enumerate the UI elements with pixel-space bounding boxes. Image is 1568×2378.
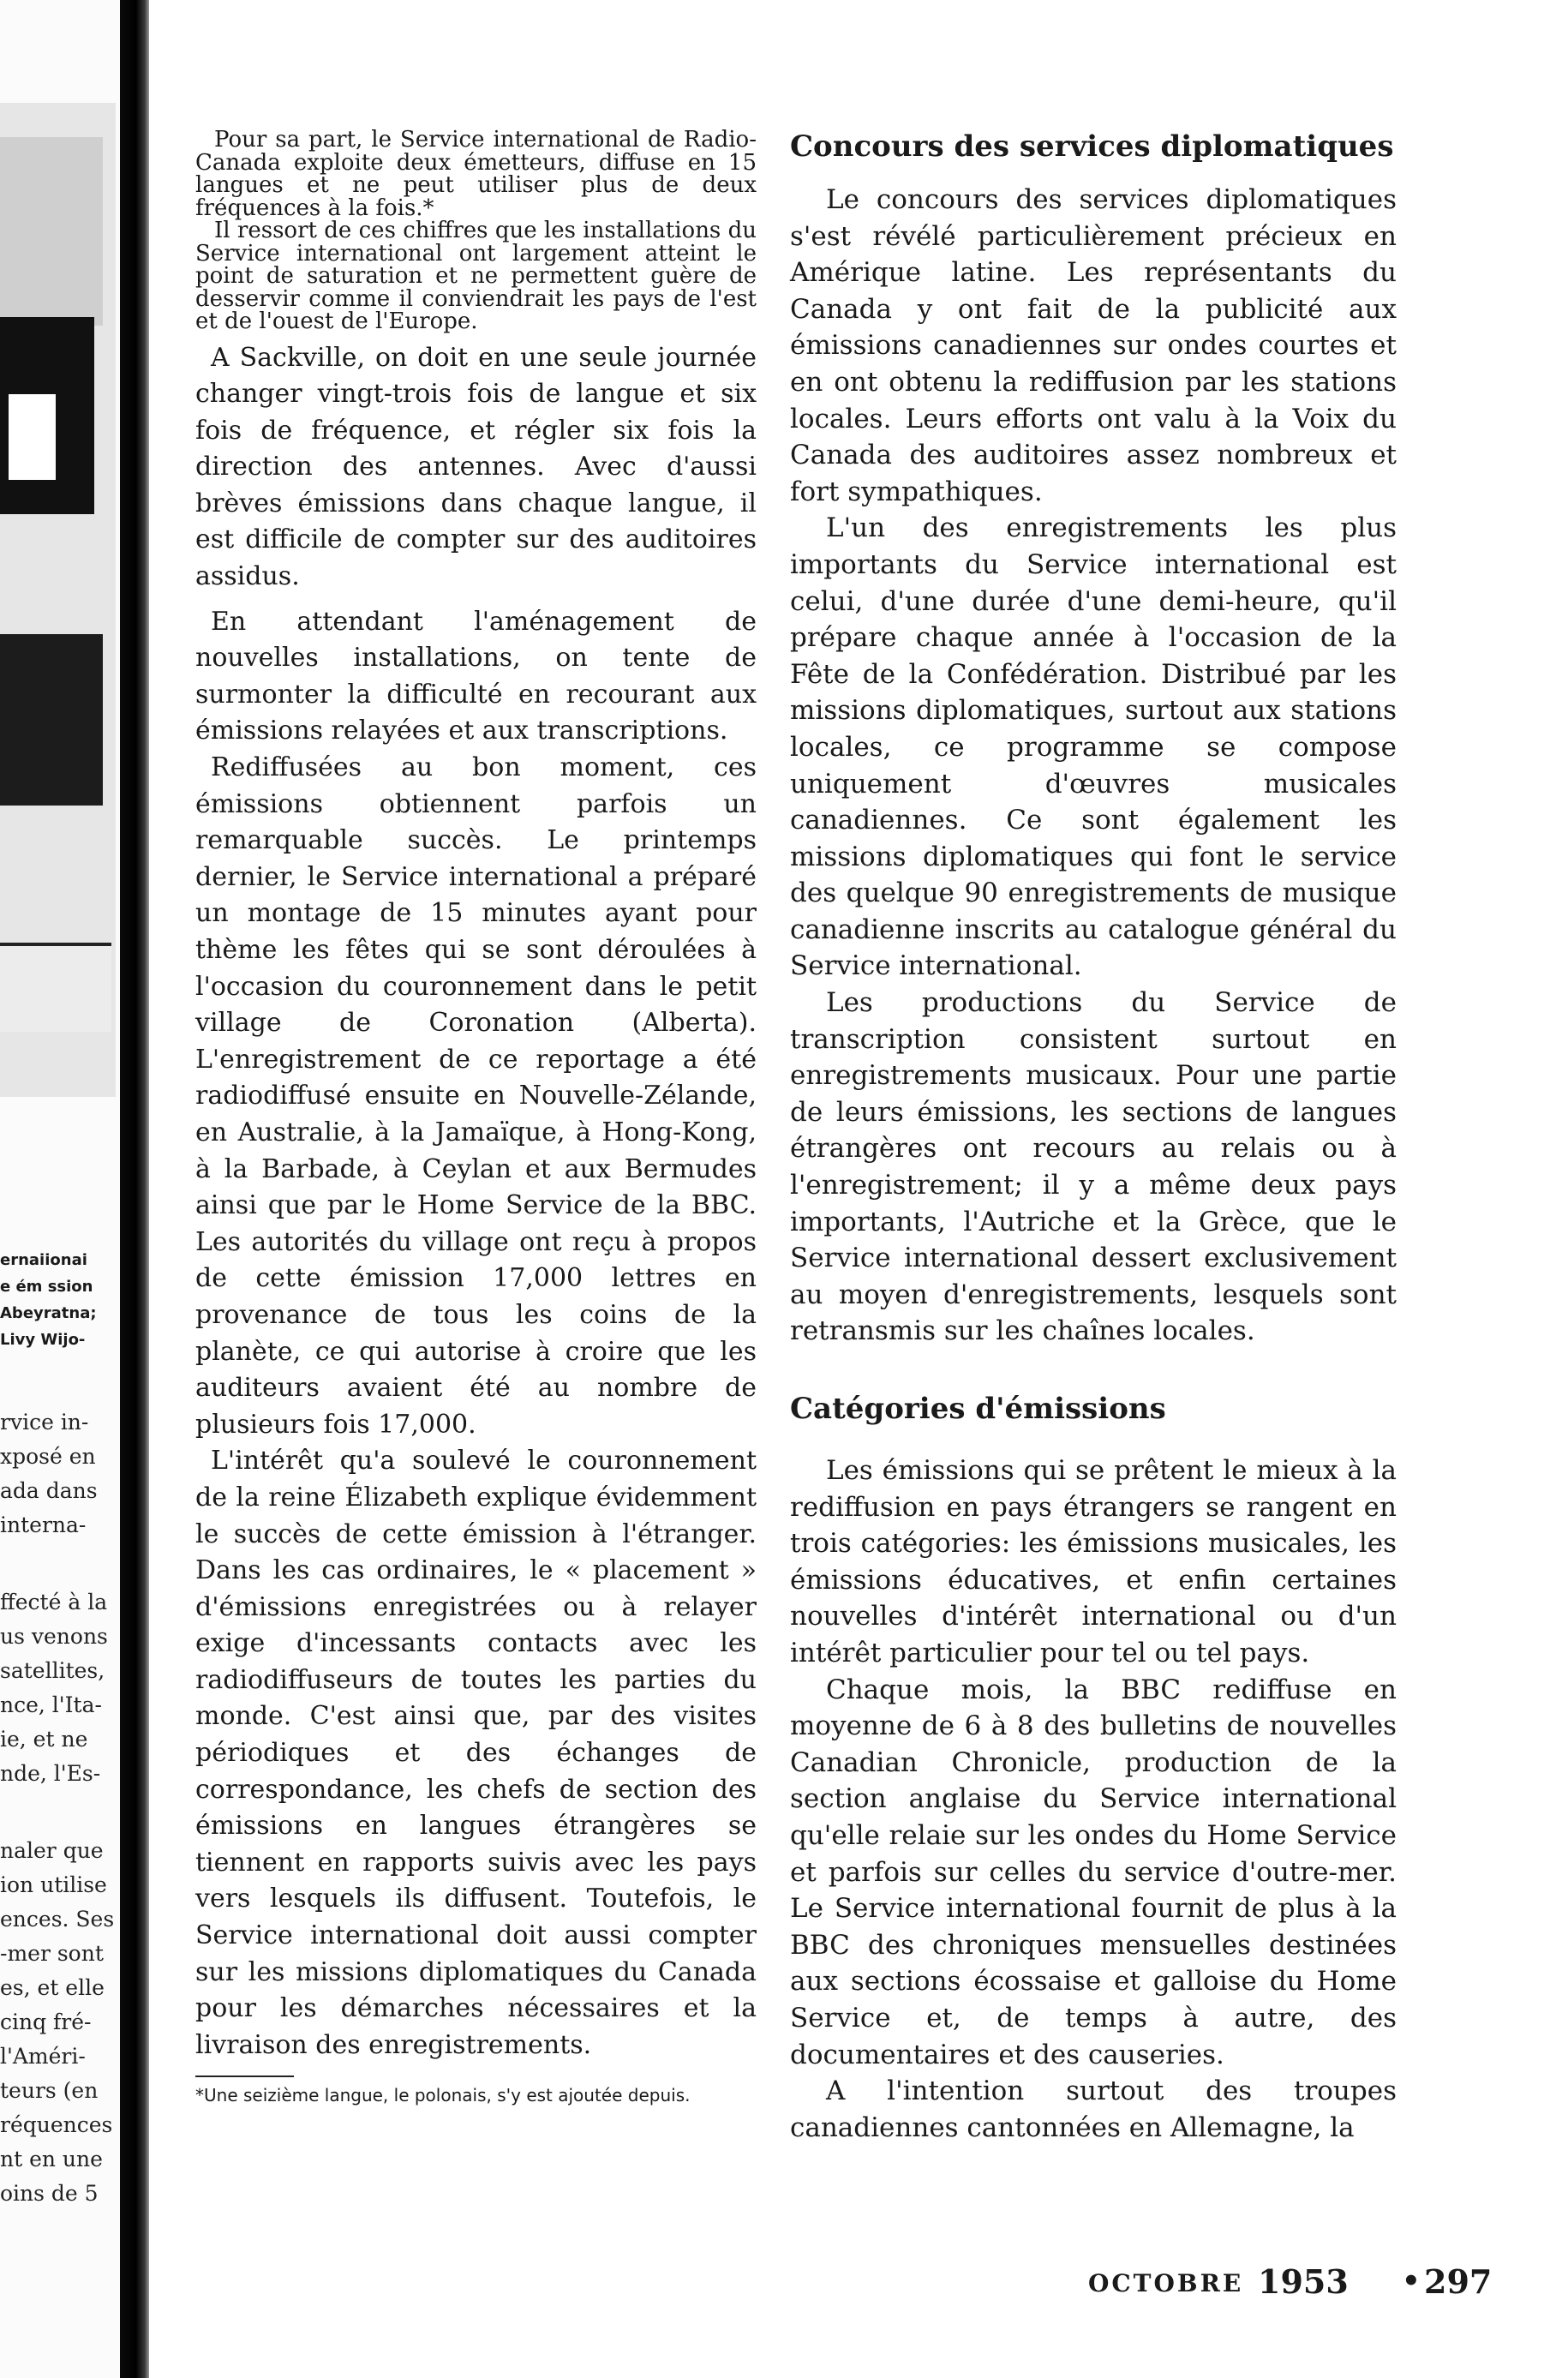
section-heading: Concours des services diplomatiques [790, 129, 1394, 164]
body-paragraph: L'intérêt qu'a soulevé le couronnement de la reine Élizabeth explique évidemment le succès de cette émission à l'étranger. Dans les cas ordinaires, le « placement » d'émissions enregistrées ou à relayer exige d'incessants contacts avec les radiodiffuseurs de toutes les parties du monde. C'est ainsi que, par des visites périodiques et des échanges de correspondance, les chefs de section des émissions en langues étrangères se tiennent en rapports suivis avec les pays vers lesquels ils diffusent. Toutefois, le Service international doit aussi compter sur les missions diplomatiques du Canada pour les démarches nécessaires et la livraison des enregistrements. [195, 1446, 757, 2060]
page-gutter-shadow [120, 0, 149, 2378]
strip-text-fragment: ffecté à la [0, 1590, 108, 1614]
body-paragraph: A Sackville, on doit en une seule journée changer vingt-trois fois de langue et six fois de fréquence, et régler six fois la direction des antennes. Avec d'aussi brèves émissions dans chaque langue, il est difficile de compter sur des auditoires assidus. [195, 342, 757, 592]
body-paragraph: L'un des enregistrements les plus importants du Service international est celui, d'une durée d'une demi-heure, qu'il prépare chaque année à l'occasion de la Fête de la Confédération. Distribué par les missions diplomatiques, surtout aux stations locales, ce programme se compose uniquement d'œuvres musicales canadiennes. Ce sont également les missions diplomatiques qui font le service des quelque 90 enregistrements de musique canadienne inscrits au catalogue général du Service international. [790, 512, 1397, 982]
page-footer [1088, 2262, 1499, 2305]
strip-text-fragment: naler que [0, 1838, 104, 1863]
strip-text-fragment: rvice in- [0, 1410, 89, 1435]
strip-text-fragment: ie, et ne [0, 1727, 88, 1752]
body-paragraph: Le concours des services diplomatiques s'est révélé particulièrement précieux en Amérique latine. Les représentants du Canada y ont fait de la publicité aux émissions canadiennes sur ondes courtes et en ont obtenu la rediffusion par les stations locales. Leurs efforts ont valu à la Voix du Canada des auditoires assez nombreux et fort sympathiques. [790, 184, 1397, 507]
footnote-rule [195, 2076, 294, 2077]
section-heading: Catégories d'émissions [790, 1392, 1166, 1426]
left-text-column [195, 129, 757, 2105]
strip-text-fragment: teurs (en [0, 2078, 99, 2103]
strip-text-fragment: us venons [0, 1624, 108, 1649]
right-text-column [790, 129, 1397, 2146]
strip-caption-line: Abeyratna; [0, 1304, 97, 1322]
body-paragraph: Chaque mois, la BBC rediffuse en moyenne de 6 à 8 des bulletins de nouvelles Canadian Chronicle, production de la section anglaise du Service international qu'elle relaie sur les ondes du Home Service et parfois sur celles du service d'outre-mer. Le Service international fournit de plus à la BBC des chroniques mensuelles destinées aux sections écossaise et galloise du Home Service et, de temps à autre, des documentaires et des causeries. [790, 1674, 1397, 2070]
body-paragraph: Les émissions qui se prêtent le mieux à la rediffusion en pays étrangers se rangent en trois catégories: les émissions musicales, les émissions éducatives, et enfin certaines nouvelles d'intérêt international ou d'un intérêt particulier pour tel ou tel pays. [790, 1455, 1397, 1668]
strip-text-fragment: satellites, [0, 1658, 105, 1683]
strip-text-fragment: xposé en [0, 1444, 96, 1469]
strip-caption-line: ernaiionai [0, 1251, 87, 1269]
strip-text-fragment: l'Améri- [0, 2044, 86, 2069]
footer-year: 1953 [1258, 2262, 1349, 2301]
strip-text-fragment: ences. Ses [0, 1907, 115, 1932]
strip-text-fragment: oins de 5 [0, 2181, 99, 2206]
page-number: 297 [1424, 2262, 1493, 2301]
strip-text-fragment: ion utilise [0, 1872, 107, 1897]
strip-text-fragment: nce, l'Ita- [0, 1692, 102, 1717]
strip-caption-line: Livy Wijo- [0, 1331, 86, 1349]
footer-bullet: • [1402, 2264, 1421, 2298]
footer-month: OCTOBRE [1088, 2269, 1244, 2297]
body-paragraph: Les productions du Service de transcription consistent surtout en enregistrements musicaux. Pour une partie de leurs émissions, les sections de langues étrangères ont recours au relais ou à l'enregistrement; il y a même deux pays importants, l'Autriche et la Grèce, que le Service international dessert exclusivement au moyen d'enregistrements, lesquels sont retransmis sur les chaînes locales. [790, 987, 1397, 1347]
intro-paragraph: Pour sa part, le Service international de Radio-Canada exploite deux émetteurs, diffuse en 15 langues et ne peut utiliser plus de deux fréquences à la fois.* [195, 127, 757, 221]
strip-text-fragment: interna- [0, 1512, 87, 1537]
facing-page-photo [0, 103, 116, 1097]
body-paragraph: En attendant l'aménagement de nouvelles installations, on tente de surmonter la difficulté en recourant aux émissions relayées et aux transcriptions. [195, 606, 757, 746]
intro-paragraph: Il ressort de ces chiffres que les installations du Service international ont largement atteint le point de saturation et ne permettent guère de desservir comme il conviendrait les pays de l'est et de l'ouest de l'Europe. [195, 218, 757, 334]
strip-text-fragment: -mer sont [0, 1941, 104, 1966]
body-paragraph: A l'intention surtout des troupes canadiennes cantonnées en Allemagne, la [790, 2076, 1397, 2143]
strip-text-fragment: réquences [0, 2112, 113, 2137]
footnote: *Une seizième langue, le polonais, s'y est ajoutée depuis. [195, 2085, 691, 2106]
body-paragraph: Rediffusées au bon moment, ces émissions obtiennent parfois un remarquable succès. Le printemps dernier, le Service international a préparé un montage de 15 minutes ayant pour thème les fêtes qui se sont déroulées à l'occasion du couronnement dans le petit village de Coronation (Alberta). L'enregistrement de ce reportage a été radiodiffusé ensuite en Nouvelle-Zélande, en Australie, à la Jamaïque, à Hong-Kong, à la Barbade, à Ceylan et aux Bermudes ainsi que par le Home Service de la BBC. Les autorités du village ont reçu à propos de cette émission 17,000 lettres en provenance de tous les coins de la planète, ce qui autorise à croire que les auditeurs avaient été au nombre de plusieurs fois 17,000. [195, 752, 757, 1440]
facing-page-strip [0, 0, 120, 2378]
strip-text-fragment: ada dans [0, 1478, 98, 1503]
strip-text-fragment: nde, l'Es- [0, 1761, 101, 1786]
strip-text-fragment: nt en une [0, 2147, 103, 2171]
strip-text-fragment: cinq fré- [0, 2010, 92, 2034]
strip-text-fragment: es, et elle [0, 1975, 105, 2000]
strip-caption-line: e ém ssion [0, 1278, 93, 1296]
